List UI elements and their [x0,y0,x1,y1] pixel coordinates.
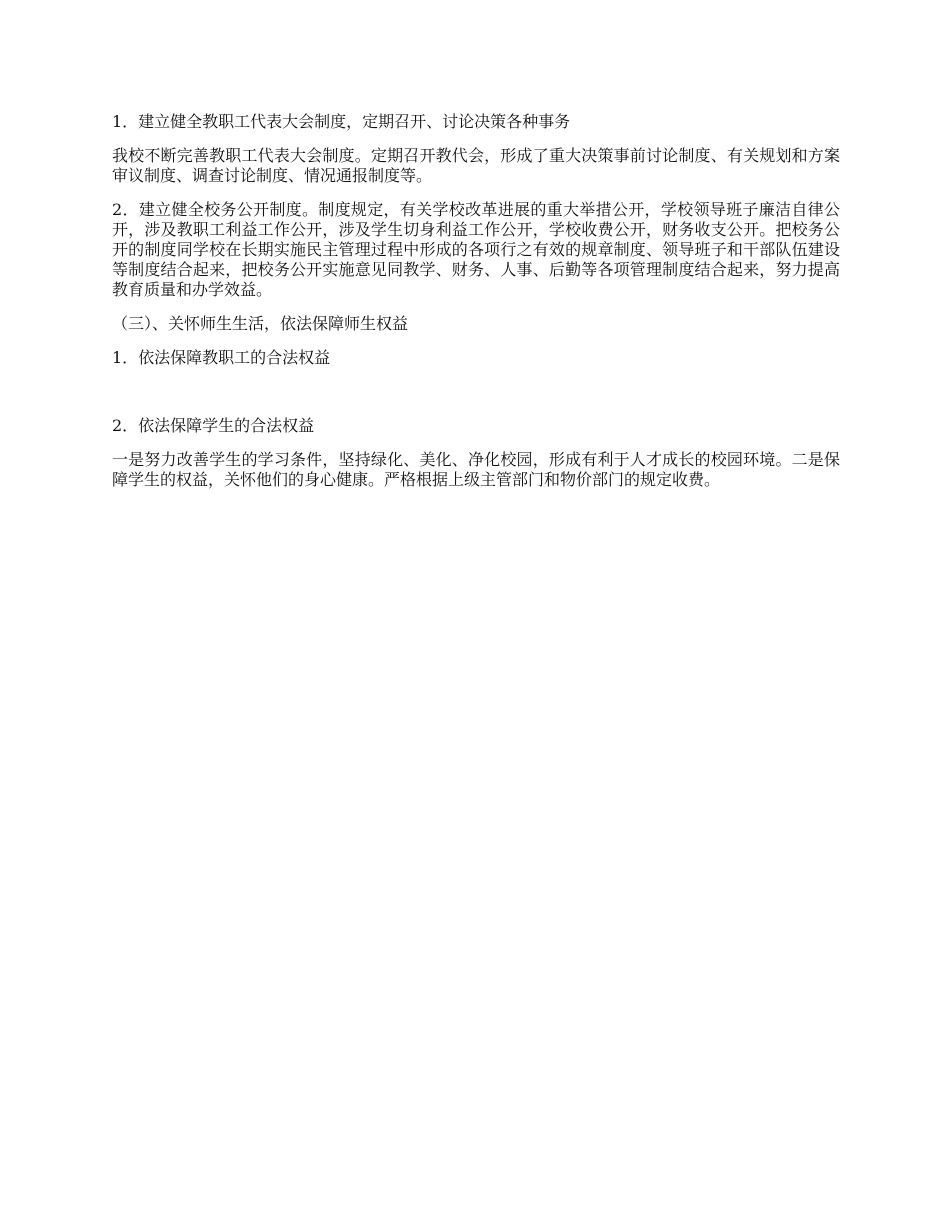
document-body [112,112,840,490]
heading-teacher-congress: 1．建立健全教职工代表大会制度，定期召开、讨论决策各种事务 [112,112,571,131]
heading-student-rights: 2．依法保障学生的合法权益 [112,416,315,435]
heading-staff-rights: 1．依法保障教职工的合法权益 [112,348,331,367]
paragraph-school-affairs-disclosure: 2．建立健全校务公开制度。制度规定，有关学校改革进展的重大举措公开，学校领导班子廉洁自律公开，涉及教职工利益工作公开，涉及学生切身利益工作公开，学校收费公开，财务收支公开。把校务公开的制度同学校在长期实施民主管理过程中形成的各项行之有效的规章制度、领导班子和干部队伍建设等制度结合起来，把校务公开实施意见同教学、财务、人事、后勤等各项管理制度结合起来，努力提高教育质量和办学效益。 [112,200,840,299]
paragraph-student-rights: 一是努力改善学生的学习条件，坚持绿化、美化、净化校园，形成有利于人才成长的校园环境。二是保障学生的权益，关怀他们的身心健康。严格根据上级主管部门和物价部门的规定收费。 [112,450,840,489]
section-heading-care-rights: （三）、关怀师生生活，依法保障师生权益 [112,314,409,333]
paragraph-teacher-congress: 我校不断完善教职工代表大会制度。定期召开教代会，形成了重大决策事前讨论制度、有关规划和方案审议制度、调查讨论制度、情况通报制度等。 [112,146,840,185]
